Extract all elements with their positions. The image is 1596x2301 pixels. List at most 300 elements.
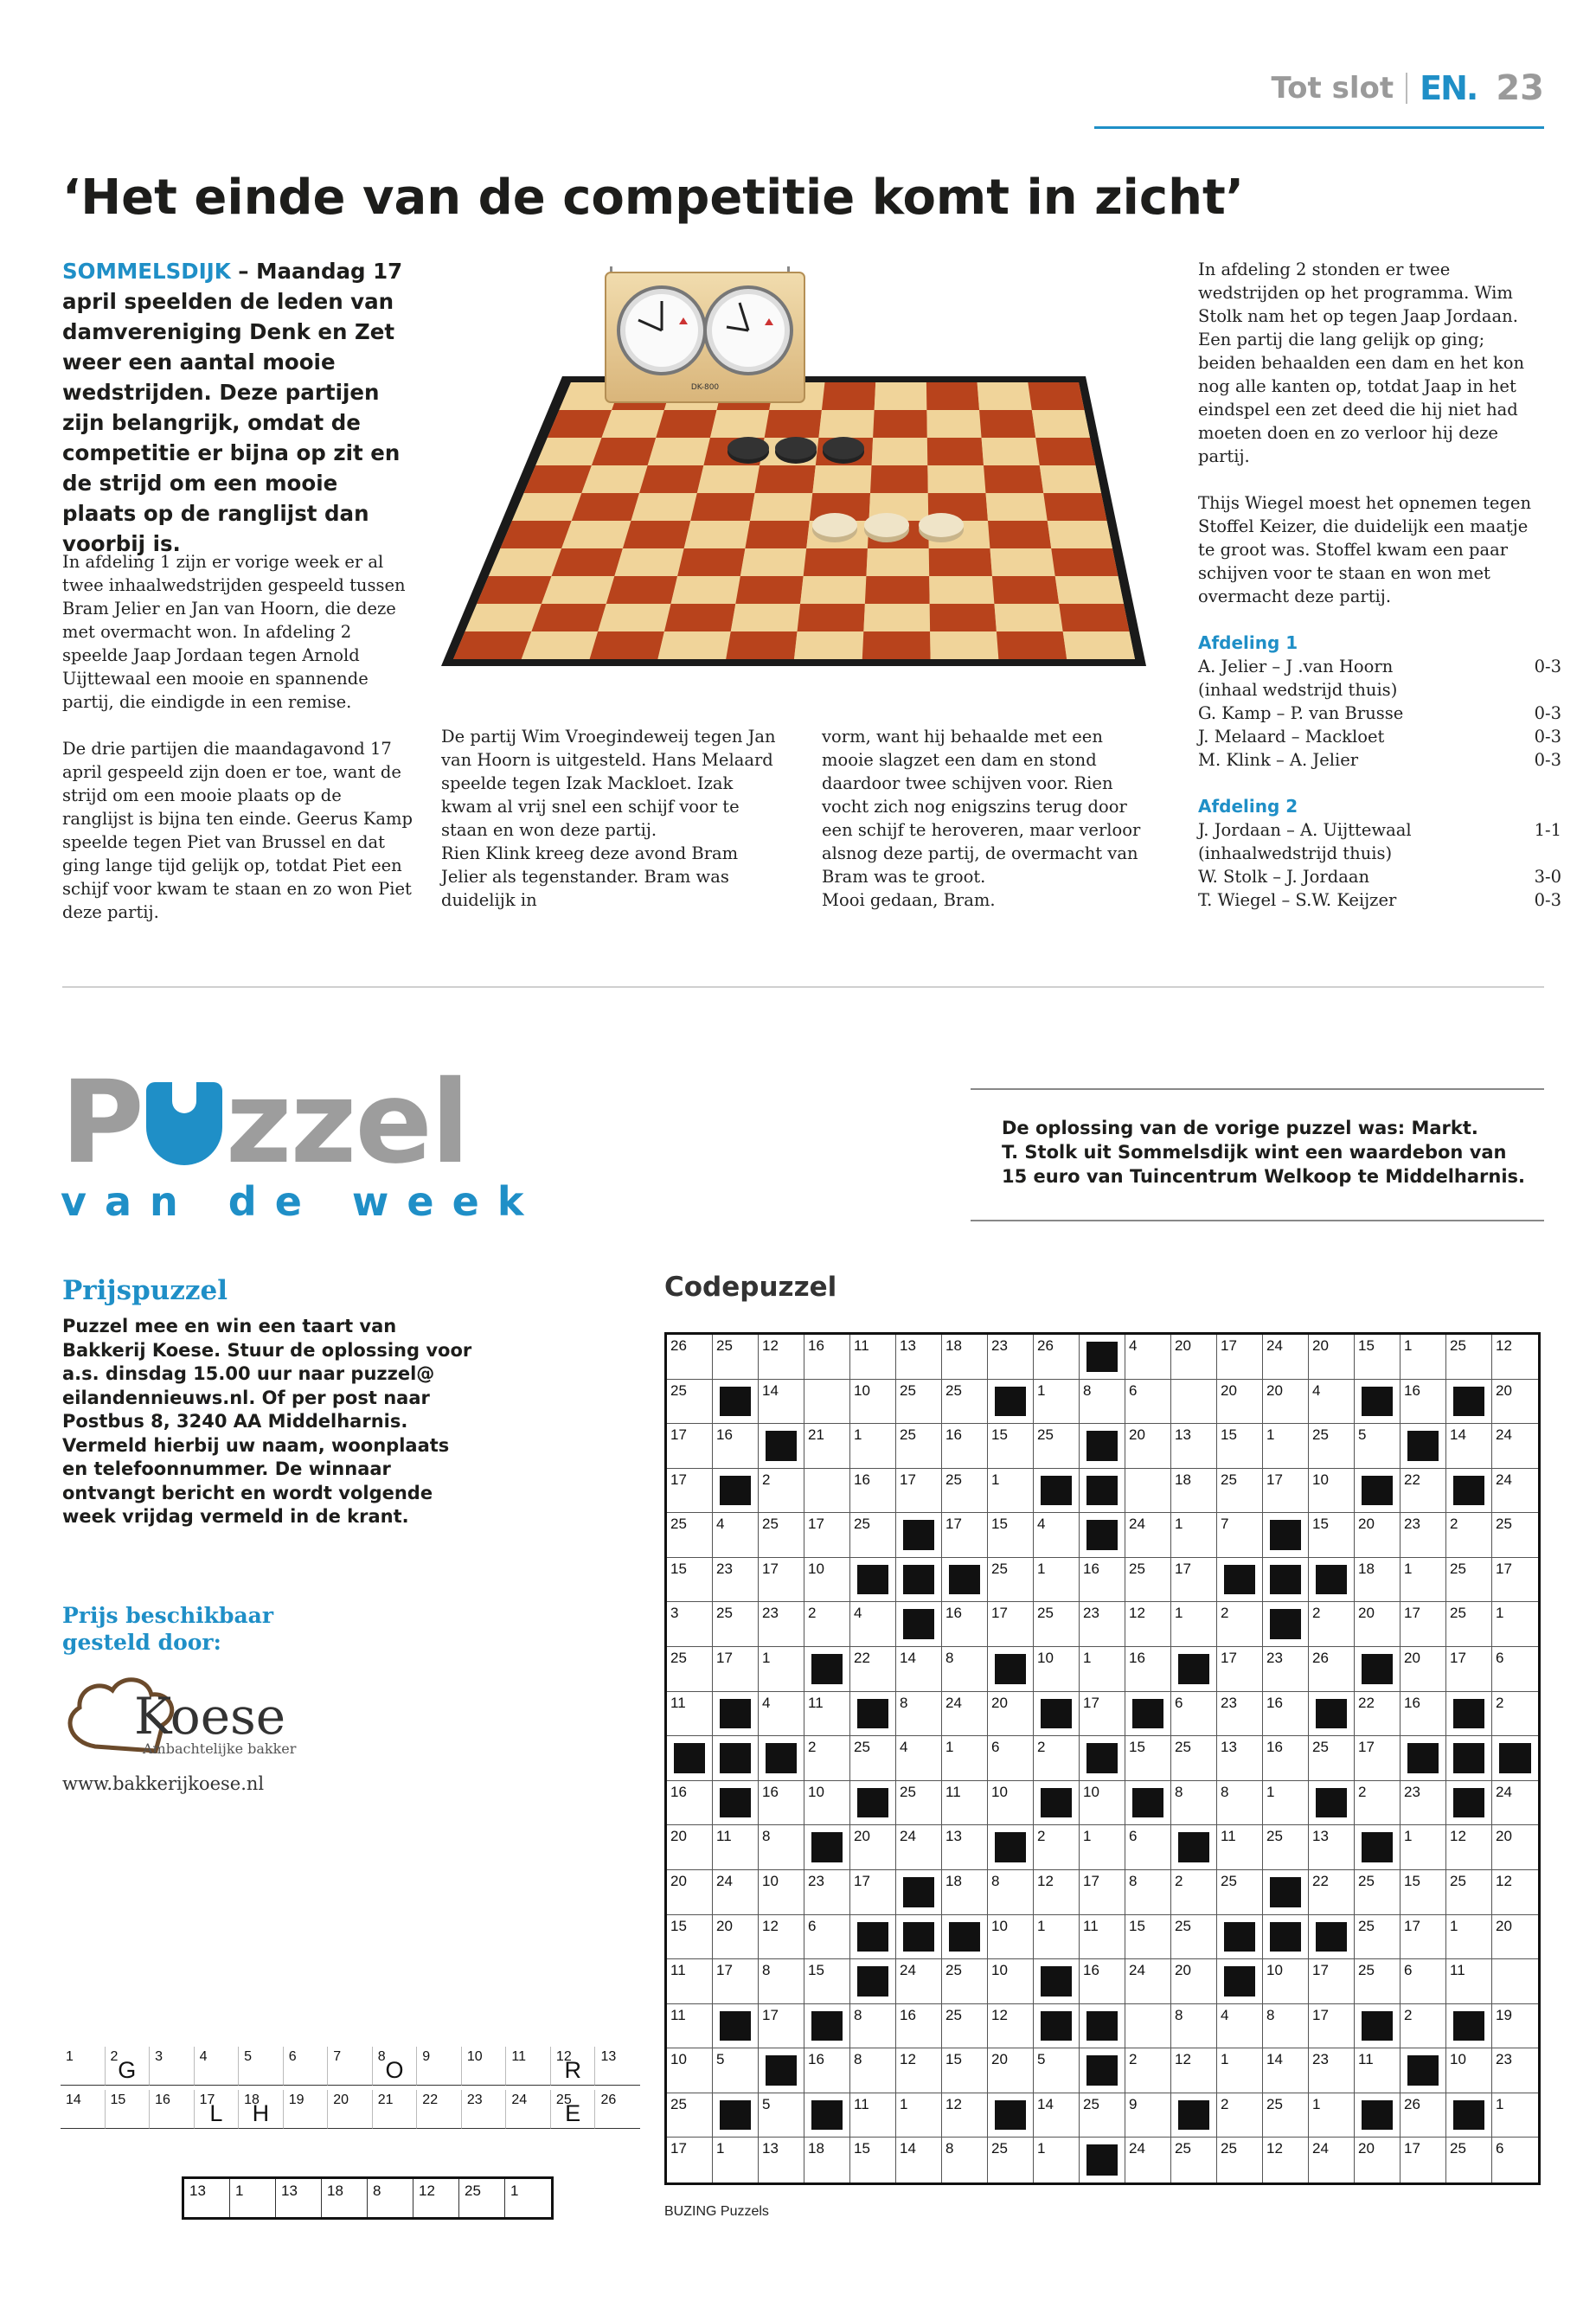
grid-cell[interactable] xyxy=(1492,1647,1538,1692)
grid-cell[interactable] xyxy=(1171,1692,1217,1737)
grid-cell[interactable] xyxy=(942,1959,988,2004)
key-cell[interactable] xyxy=(417,2047,462,2086)
grid-cell[interactable] xyxy=(1263,2138,1309,2182)
grid-cell[interactable] xyxy=(1034,1558,1080,1603)
grid-cell[interactable] xyxy=(804,1870,850,1915)
letter-key-row-1[interactable] xyxy=(61,2047,640,2086)
grid-cell[interactable] xyxy=(1401,1915,1446,1960)
grid-cell[interactable] xyxy=(1080,1870,1125,1915)
grid-cell[interactable] xyxy=(1034,1602,1080,1647)
grid-cell[interactable] xyxy=(667,1781,713,1826)
grid-cell[interactable] xyxy=(1401,1870,1446,1915)
grid-cell[interactable] xyxy=(1217,1870,1263,1915)
grid-cell[interactable] xyxy=(1309,1380,1355,1425)
grid-cell[interactable] xyxy=(1125,1602,1171,1647)
grid-cell[interactable] xyxy=(804,1558,850,1603)
grid-cell[interactable] xyxy=(942,1424,988,1469)
grid-cell[interactable] xyxy=(896,1781,942,1826)
grid-cell[interactable] xyxy=(1263,1825,1309,1870)
grid-cell[interactable] xyxy=(1217,1825,1263,1870)
grid-cell[interactable] xyxy=(1217,1469,1263,1514)
grid-cell[interactable] xyxy=(667,1380,713,1425)
key-cell[interactable] xyxy=(195,2090,240,2129)
solution-word-grid[interactable] xyxy=(182,2176,554,2220)
key-cell[interactable] xyxy=(150,2090,195,2129)
grid-cell[interactable] xyxy=(804,1692,850,1737)
grid-cell[interactable] xyxy=(1446,1915,1492,1960)
grid-cell[interactable] xyxy=(1080,1602,1125,1647)
grid-cell[interactable] xyxy=(850,1647,896,1692)
grid-cell[interactable] xyxy=(1171,1469,1217,1514)
grid-cell[interactable] xyxy=(1125,1959,1171,2004)
grid-cell[interactable] xyxy=(759,1781,804,1826)
grid-cell[interactable] xyxy=(759,1692,804,1737)
grid-cell[interactable] xyxy=(896,2093,942,2138)
grid-cell[interactable] xyxy=(988,1335,1034,1380)
grid-cell[interactable] xyxy=(1125,2093,1171,2138)
grid-cell[interactable] xyxy=(1080,1781,1125,1826)
grid-cell[interactable] xyxy=(1125,1513,1171,1558)
grid-cell[interactable] xyxy=(804,1736,850,1781)
grid-cell[interactable] xyxy=(1080,1380,1125,1425)
grid-cell[interactable] xyxy=(1217,1424,1263,1469)
solution-cell[interactable] xyxy=(276,2179,322,2217)
grid-cell[interactable] xyxy=(942,2093,988,2138)
grid-cell[interactable] xyxy=(667,1469,713,1514)
grid-cell[interactable] xyxy=(804,2138,850,2182)
grid-cell[interactable] xyxy=(1263,1424,1309,1469)
grid-cell[interactable] xyxy=(667,1602,713,1647)
solution-cell[interactable] xyxy=(459,2179,505,2217)
grid-cell[interactable] xyxy=(1034,1380,1080,1425)
grid-cell[interactable] xyxy=(1446,1558,1492,1603)
grid-cell[interactable] xyxy=(1492,1602,1538,1647)
grid-cell[interactable] xyxy=(1263,1959,1309,2004)
grid-cell[interactable] xyxy=(1034,2048,1080,2093)
grid-cell[interactable] xyxy=(942,1692,988,1737)
grid-cell[interactable] xyxy=(759,1513,804,1558)
grid-cell[interactable] xyxy=(1446,1335,1492,1380)
grid-cell[interactable] xyxy=(759,1335,804,1380)
key-cell[interactable] xyxy=(284,2047,329,2086)
grid-cell[interactable] xyxy=(759,1602,804,1647)
grid-cell[interactable] xyxy=(988,1602,1034,1647)
grid-cell[interactable] xyxy=(850,1602,896,1647)
grid-cell[interactable] xyxy=(1401,2004,1446,2049)
solution-cell[interactable] xyxy=(368,2179,413,2217)
grid-cell[interactable] xyxy=(1492,1335,1538,1380)
grid-cell[interactable] xyxy=(1217,1602,1263,1647)
grid-cell[interactable] xyxy=(942,1870,988,1915)
grid-cell[interactable] xyxy=(1080,1558,1125,1603)
grid-cell[interactable] xyxy=(1446,2138,1492,2182)
grid-cell[interactable] xyxy=(1034,1513,1080,1558)
grid-cell[interactable] xyxy=(942,2048,988,2093)
grid-cell[interactable] xyxy=(667,2093,713,2138)
grid-cell[interactable] xyxy=(1217,2138,1263,2182)
key-cell[interactable] xyxy=(595,2047,640,2086)
grid-cell[interactable] xyxy=(988,1692,1034,1737)
key-cell[interactable] xyxy=(61,2090,106,2129)
grid-cell[interactable] xyxy=(1217,1736,1263,1781)
grid-cell[interactable] xyxy=(1355,1602,1401,1647)
grid-cell[interactable] xyxy=(1217,1781,1263,1826)
grid-cell[interactable] xyxy=(1125,1647,1171,1692)
grid-cell[interactable] xyxy=(1217,2048,1263,2093)
key-cell[interactable] xyxy=(328,2047,373,2086)
grid-cell[interactable] xyxy=(1034,1825,1080,1870)
grid-cell[interactable] xyxy=(850,2048,896,2093)
grid-cell[interactable] xyxy=(713,1959,759,2004)
grid-cell[interactable] xyxy=(1217,1513,1263,1558)
grid-cell[interactable] xyxy=(1263,1335,1309,1380)
grid-cell[interactable] xyxy=(759,2093,804,2138)
grid-cell[interactable] xyxy=(1355,1915,1401,1960)
grid-cell[interactable] xyxy=(804,1424,850,1469)
grid-cell[interactable] xyxy=(1171,1781,1217,1826)
solution-cell[interactable] xyxy=(322,2179,368,2217)
grid-cell[interactable] xyxy=(896,2048,942,2093)
grid-cell[interactable] xyxy=(1446,1513,1492,1558)
grid-cell[interactable] xyxy=(1034,1915,1080,1960)
grid-cell[interactable] xyxy=(759,1469,804,1514)
grid-cell[interactable] xyxy=(1446,1602,1492,1647)
key-cell[interactable] xyxy=(595,2090,640,2129)
grid-cell[interactable] xyxy=(804,1469,850,1514)
grid-cell[interactable] xyxy=(942,1602,988,1647)
grid-cell[interactable] xyxy=(667,1870,713,1915)
grid-cell[interactable] xyxy=(1309,1959,1355,2004)
grid-cell[interactable] xyxy=(667,1335,713,1380)
grid-cell[interactable] xyxy=(1263,1469,1309,1514)
grid-cell[interactable] xyxy=(667,1915,713,1960)
grid-cell[interactable] xyxy=(1492,1558,1538,1603)
grid-cell[interactable] xyxy=(1171,2004,1217,2049)
grid-cell[interactable] xyxy=(896,1469,942,1514)
grid-cell[interactable] xyxy=(1446,1647,1492,1692)
grid-cell[interactable] xyxy=(1125,1335,1171,1380)
grid-cell[interactable] xyxy=(667,2004,713,2049)
grid-cell[interactable] xyxy=(1355,2048,1401,2093)
grid-cell[interactable] xyxy=(942,1647,988,1692)
grid-cell[interactable] xyxy=(1401,1959,1446,2004)
grid-cell[interactable] xyxy=(667,2048,713,2093)
grid-cell[interactable] xyxy=(1125,2138,1171,2182)
grid-cell[interactable] xyxy=(1080,1915,1125,1960)
grid-cell[interactable] xyxy=(759,1870,804,1915)
grid-cell[interactable] xyxy=(1492,2093,1538,2138)
grid-cell[interactable] xyxy=(804,1781,850,1826)
grid-cell[interactable] xyxy=(1080,2093,1125,2138)
grid-cell[interactable] xyxy=(1492,1825,1538,1870)
key-cell[interactable] xyxy=(551,2047,596,2086)
grid-cell[interactable] xyxy=(1309,2048,1355,2093)
grid-cell[interactable] xyxy=(1401,1781,1446,1826)
grid-cell[interactable] xyxy=(667,1513,713,1558)
grid-cell[interactable] xyxy=(1171,1736,1217,1781)
grid-cell[interactable] xyxy=(713,1825,759,1870)
grid-cell[interactable] xyxy=(1171,1915,1217,1960)
grid-cell[interactable] xyxy=(759,1825,804,1870)
grid-cell[interactable] xyxy=(1080,1825,1125,1870)
grid-cell[interactable] xyxy=(850,1870,896,1915)
grid-cell[interactable] xyxy=(1309,1513,1355,1558)
grid-cell[interactable] xyxy=(988,2048,1034,2093)
grid-cell[interactable] xyxy=(713,1870,759,1915)
grid-cell[interactable] xyxy=(1263,1647,1309,1692)
grid-cell[interactable] xyxy=(1492,2138,1538,2182)
grid-cell[interactable] xyxy=(850,2138,896,2182)
key-cell[interactable] xyxy=(195,2047,240,2086)
grid-cell[interactable] xyxy=(1034,1870,1080,1915)
grid-cell[interactable] xyxy=(667,1558,713,1603)
grid-cell[interactable] xyxy=(713,1424,759,1469)
key-cell[interactable] xyxy=(61,2047,106,2086)
codepuzzle-grid[interactable] xyxy=(664,1332,1541,2185)
grid-cell[interactable] xyxy=(759,1558,804,1603)
key-cell[interactable] xyxy=(106,2047,151,2086)
grid-cell[interactable] xyxy=(850,1736,896,1781)
grid-cell[interactable] xyxy=(667,1424,713,1469)
grid-cell[interactable] xyxy=(850,2093,896,2138)
grid-cell[interactable] xyxy=(804,2048,850,2093)
grid-cell[interactable] xyxy=(988,1469,1034,1514)
grid-cell[interactable] xyxy=(1125,1469,1171,1514)
grid-cell[interactable] xyxy=(988,2004,1034,2049)
key-cell[interactable] xyxy=(284,2090,329,2129)
grid-cell[interactable] xyxy=(1355,1736,1401,1781)
grid-cell[interactable] xyxy=(1309,2138,1355,2182)
grid-cell[interactable] xyxy=(1217,1692,1263,1737)
key-cell[interactable] xyxy=(462,2047,507,2086)
grid-cell[interactable] xyxy=(1309,1335,1355,1380)
grid-cell[interactable] xyxy=(1355,1870,1401,1915)
grid-cell[interactable] xyxy=(1171,1424,1217,1469)
grid-cell[interactable] xyxy=(1355,1959,1401,2004)
grid-cell[interactable] xyxy=(1355,2138,1401,2182)
key-cell[interactable] xyxy=(328,2090,373,2129)
grid-cell[interactable] xyxy=(850,2004,896,2049)
solution-cell[interactable] xyxy=(505,2179,551,2217)
key-cell[interactable] xyxy=(462,2090,507,2129)
grid-cell[interactable] xyxy=(896,1959,942,2004)
grid-cell[interactable] xyxy=(1309,1870,1355,1915)
grid-cell[interactable] xyxy=(942,1736,988,1781)
grid-cell[interactable] xyxy=(1309,1825,1355,1870)
key-cell[interactable] xyxy=(551,2090,596,2129)
key-cell[interactable] xyxy=(417,2090,462,2129)
grid-cell[interactable] xyxy=(1309,1736,1355,1781)
grid-cell[interactable] xyxy=(1171,2048,1217,2093)
grid-cell[interactable] xyxy=(759,1959,804,2004)
grid-cell[interactable] xyxy=(942,1380,988,1425)
grid-cell[interactable] xyxy=(667,2138,713,2182)
grid-cell[interactable] xyxy=(759,2138,804,2182)
grid-cell[interactable] xyxy=(1446,1825,1492,1870)
grid-cell[interactable] xyxy=(1355,1335,1401,1380)
grid-cell[interactable] xyxy=(1492,1781,1538,1826)
grid-cell[interactable] xyxy=(988,1870,1034,1915)
grid-cell[interactable] xyxy=(896,1736,942,1781)
grid-cell[interactable] xyxy=(804,1380,850,1425)
grid-cell[interactable] xyxy=(988,1558,1034,1603)
grid-cell[interactable] xyxy=(759,2004,804,2049)
grid-cell[interactable] xyxy=(896,1424,942,1469)
grid-cell[interactable] xyxy=(942,1335,988,1380)
grid-cell[interactable] xyxy=(988,1781,1034,1826)
grid-cell[interactable] xyxy=(713,1915,759,1960)
grid-cell[interactable] xyxy=(667,1959,713,2004)
grid-cell[interactable] xyxy=(1034,2093,1080,2138)
grid-cell[interactable] xyxy=(713,1602,759,1647)
grid-cell[interactable] xyxy=(1263,1380,1309,1425)
grid-cell[interactable] xyxy=(1263,2048,1309,2093)
grid-cell[interactable] xyxy=(942,1469,988,1514)
grid-cell[interactable] xyxy=(1217,1380,1263,1425)
grid-cell[interactable] xyxy=(1309,1602,1355,1647)
grid-cell[interactable] xyxy=(1492,1915,1538,1960)
grid-cell[interactable] xyxy=(1492,2004,1538,2049)
grid-cell[interactable] xyxy=(896,1825,942,1870)
grid-cell[interactable] xyxy=(1401,1825,1446,1870)
grid-cell[interactable] xyxy=(942,2004,988,2049)
grid-cell[interactable] xyxy=(1492,1469,1538,1514)
grid-cell[interactable] xyxy=(1309,1424,1355,1469)
grid-cell[interactable] xyxy=(1355,1513,1401,1558)
grid-cell[interactable] xyxy=(1446,1959,1492,2004)
grid-cell[interactable] xyxy=(850,1424,896,1469)
grid-cell[interactable] xyxy=(1217,1335,1263,1380)
grid-cell[interactable] xyxy=(896,1380,942,1425)
key-cell[interactable] xyxy=(150,2047,195,2086)
grid-cell[interactable] xyxy=(1446,1424,1492,1469)
grid-cell[interactable] xyxy=(1492,1870,1538,1915)
key-cell[interactable] xyxy=(373,2047,418,2086)
grid-cell[interactable] xyxy=(942,1825,988,1870)
grid-cell[interactable] xyxy=(1401,1602,1446,1647)
key-cell[interactable] xyxy=(506,2090,551,2129)
grid-cell[interactable] xyxy=(1125,1870,1171,1915)
grid-cell[interactable] xyxy=(667,1692,713,1737)
grid-cell[interactable] xyxy=(1492,2048,1538,2093)
grid-cell[interactable] xyxy=(759,1380,804,1425)
grid-cell[interactable] xyxy=(1080,1692,1125,1737)
grid-cell[interactable] xyxy=(1355,1558,1401,1603)
grid-cell[interactable] xyxy=(942,1513,988,1558)
solution-cell[interactable] xyxy=(184,2179,230,2217)
grid-cell[interactable] xyxy=(1401,1335,1446,1380)
grid-cell[interactable] xyxy=(988,1513,1034,1558)
grid-cell[interactable] xyxy=(1125,1825,1171,1870)
grid-cell[interactable] xyxy=(1263,1781,1309,1826)
solution-cell[interactable] xyxy=(413,2179,459,2217)
key-cell[interactable] xyxy=(239,2047,284,2086)
grid-cell[interactable] xyxy=(1171,1602,1217,1647)
grid-cell[interactable] xyxy=(896,2138,942,2182)
grid-cell[interactable] xyxy=(896,2004,942,2049)
grid-cell[interactable] xyxy=(713,1558,759,1603)
grid-cell[interactable] xyxy=(713,1647,759,1692)
grid-cell[interactable] xyxy=(1401,2093,1446,2138)
grid-cell[interactable] xyxy=(988,2138,1034,2182)
grid-cell[interactable] xyxy=(1171,2138,1217,2182)
grid-cell[interactable] xyxy=(1401,1469,1446,1514)
grid-cell[interactable] xyxy=(1125,1736,1171,1781)
grid-cell[interactable] xyxy=(1492,1380,1538,1425)
grid-cell[interactable] xyxy=(804,1959,850,2004)
grid-cell[interactable] xyxy=(896,1335,942,1380)
grid-cell[interactable] xyxy=(896,1647,942,1692)
grid-cell[interactable] xyxy=(942,2138,988,2182)
grid-cell[interactable] xyxy=(759,1915,804,1960)
grid-cell[interactable] xyxy=(1034,2138,1080,2182)
grid-cell[interactable] xyxy=(1401,1558,1446,1603)
key-cell[interactable] xyxy=(106,2090,151,2129)
grid-cell[interactable] xyxy=(804,1513,850,1558)
grid-cell[interactable] xyxy=(850,1825,896,1870)
grid-cell[interactable] xyxy=(1034,1424,1080,1469)
key-cell[interactable] xyxy=(373,2090,418,2129)
grid-cell[interactable] xyxy=(850,1380,896,1425)
grid-cell[interactable] xyxy=(1171,1959,1217,2004)
grid-cell[interactable] xyxy=(1125,2048,1171,2093)
grid-cell[interactable] xyxy=(1217,1647,1263,1692)
grid-cell[interactable] xyxy=(1263,1736,1309,1781)
grid-cell[interactable] xyxy=(1309,2004,1355,2049)
grid-cell[interactable] xyxy=(1401,1513,1446,1558)
grid-cell[interactable] xyxy=(1125,1915,1171,1960)
grid-cell[interactable] xyxy=(804,1335,850,1380)
grid-cell[interactable] xyxy=(1263,2093,1309,2138)
grid-cell[interactable] xyxy=(1125,1558,1171,1603)
grid-cell[interactable] xyxy=(1034,1647,1080,1692)
grid-cell[interactable] xyxy=(1446,1870,1492,1915)
grid-cell[interactable] xyxy=(1309,1647,1355,1692)
key-cell[interactable] xyxy=(506,2047,551,2086)
grid-cell[interactable] xyxy=(759,1647,804,1692)
grid-cell[interactable] xyxy=(1171,1870,1217,1915)
grid-cell[interactable] xyxy=(1263,1692,1309,1737)
grid-cell[interactable] xyxy=(1355,1692,1401,1737)
grid-cell[interactable] xyxy=(1125,1424,1171,1469)
grid-cell[interactable] xyxy=(1492,1513,1538,1558)
grid-cell[interactable] xyxy=(713,2048,759,2093)
grid-cell[interactable] xyxy=(1401,1380,1446,1425)
grid-cell[interactable] xyxy=(988,1736,1034,1781)
grid-cell[interactable] xyxy=(1401,1647,1446,1692)
grid-cell[interactable] xyxy=(850,1469,896,1514)
letter-key-row-2[interactable] xyxy=(61,2090,640,2129)
grid-cell[interactable] xyxy=(1492,1424,1538,1469)
grid-cell[interactable] xyxy=(988,1915,1034,1960)
grid-cell[interactable] xyxy=(804,1602,850,1647)
grid-cell[interactable] xyxy=(1492,1692,1538,1737)
grid-cell[interactable] xyxy=(896,1692,942,1737)
grid-cell[interactable] xyxy=(1034,1335,1080,1380)
grid-cell[interactable] xyxy=(667,1647,713,1692)
grid-cell[interactable] xyxy=(1309,1469,1355,1514)
solution-cell[interactable] xyxy=(230,2179,276,2217)
grid-cell[interactable] xyxy=(1355,1781,1401,1826)
key-cell[interactable] xyxy=(239,2090,284,2129)
grid-cell[interactable] xyxy=(1401,2138,1446,2182)
grid-cell[interactable] xyxy=(1125,1380,1171,1425)
grid-cell[interactable] xyxy=(1125,2004,1171,2049)
grid-cell[interactable] xyxy=(988,1959,1034,2004)
grid-cell[interactable] xyxy=(1492,1959,1538,2004)
grid-cell[interactable] xyxy=(1171,1558,1217,1603)
grid-cell[interactable] xyxy=(1171,1335,1217,1380)
